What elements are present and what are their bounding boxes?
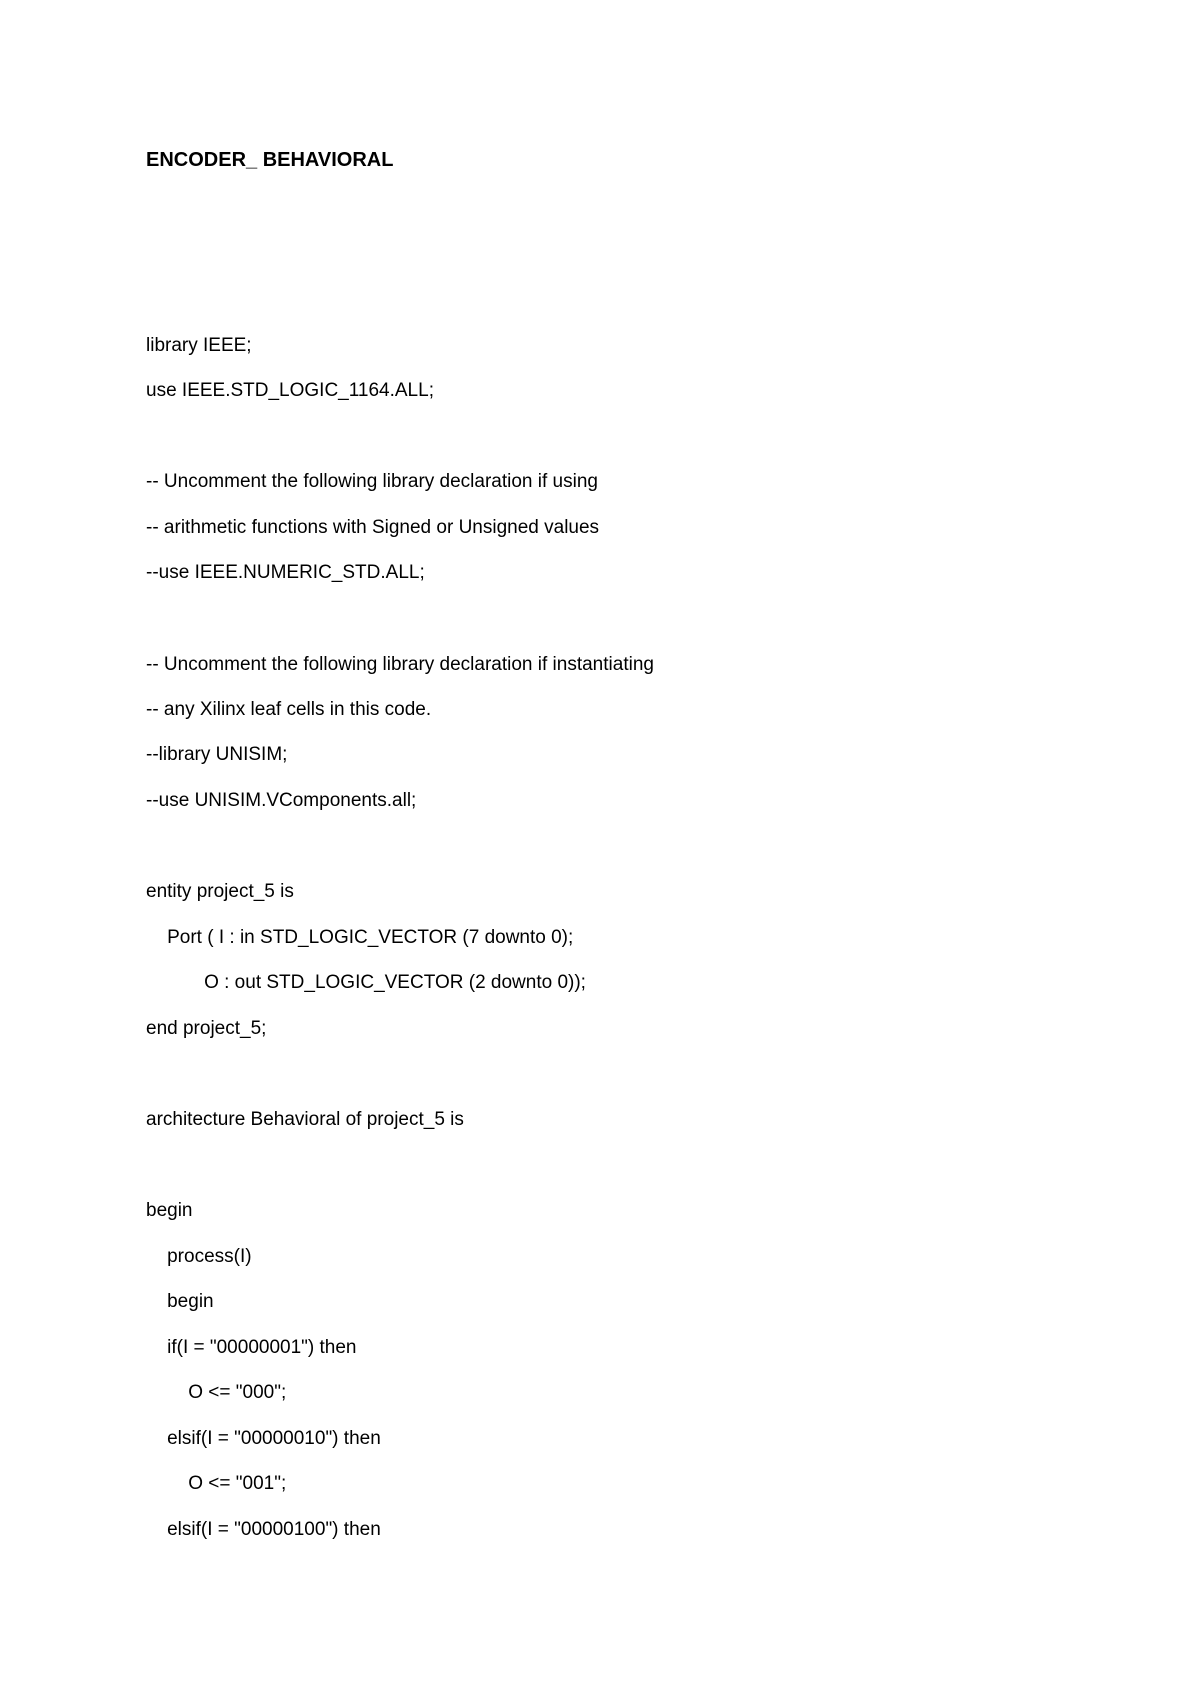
document-title: ENCODER_ BEHAVIORAL — [146, 149, 394, 171]
code-line: process(I) — [146, 1246, 252, 1267]
code-line: library IEEE; — [146, 335, 252, 356]
code-line: -- any Xilinx leaf cells in this code. — [146, 699, 432, 720]
code-line: -- Uncomment the following library declaration if using — [146, 471, 598, 492]
code-line: if(I = "00000001") then — [146, 1337, 357, 1358]
code-line: end project_5; — [146, 1018, 267, 1039]
code-line: --use UNISIM.VComponents.all; — [146, 790, 417, 811]
code-line: -- arithmetic functions with Signed or Unsigned values — [146, 517, 600, 538]
code-line: entity project_5 is — [146, 881, 294, 902]
code-line: --use IEEE.NUMERIC_STD.ALL; — [146, 562, 425, 583]
code-line: Port ( I : in STD_LOGIC_VECTOR (7 downto 0); — [146, 927, 574, 948]
code-line: architecture Behavioral of project_5 is — [146, 1109, 464, 1130]
code-line: O <= "000"; — [146, 1382, 287, 1403]
code-line: elsif(I = "00000010") then — [146, 1428, 381, 1449]
code-line: use IEEE.STD_LOGIC_1164.ALL; — [146, 380, 434, 401]
code-line: -- Uncomment the following library declaration if instantiating — [146, 654, 654, 675]
code-line: begin — [146, 1291, 214, 1312]
code-line: O : out STD_LOGIC_VECTOR (2 downto 0)); — [146, 972, 586, 993]
code-line: begin — [146, 1200, 193, 1221]
code-line: elsif(I = "00000100") then — [146, 1519, 381, 1540]
code-line: --library UNISIM; — [146, 744, 288, 765]
code-line: O <= "001"; — [146, 1473, 287, 1494]
